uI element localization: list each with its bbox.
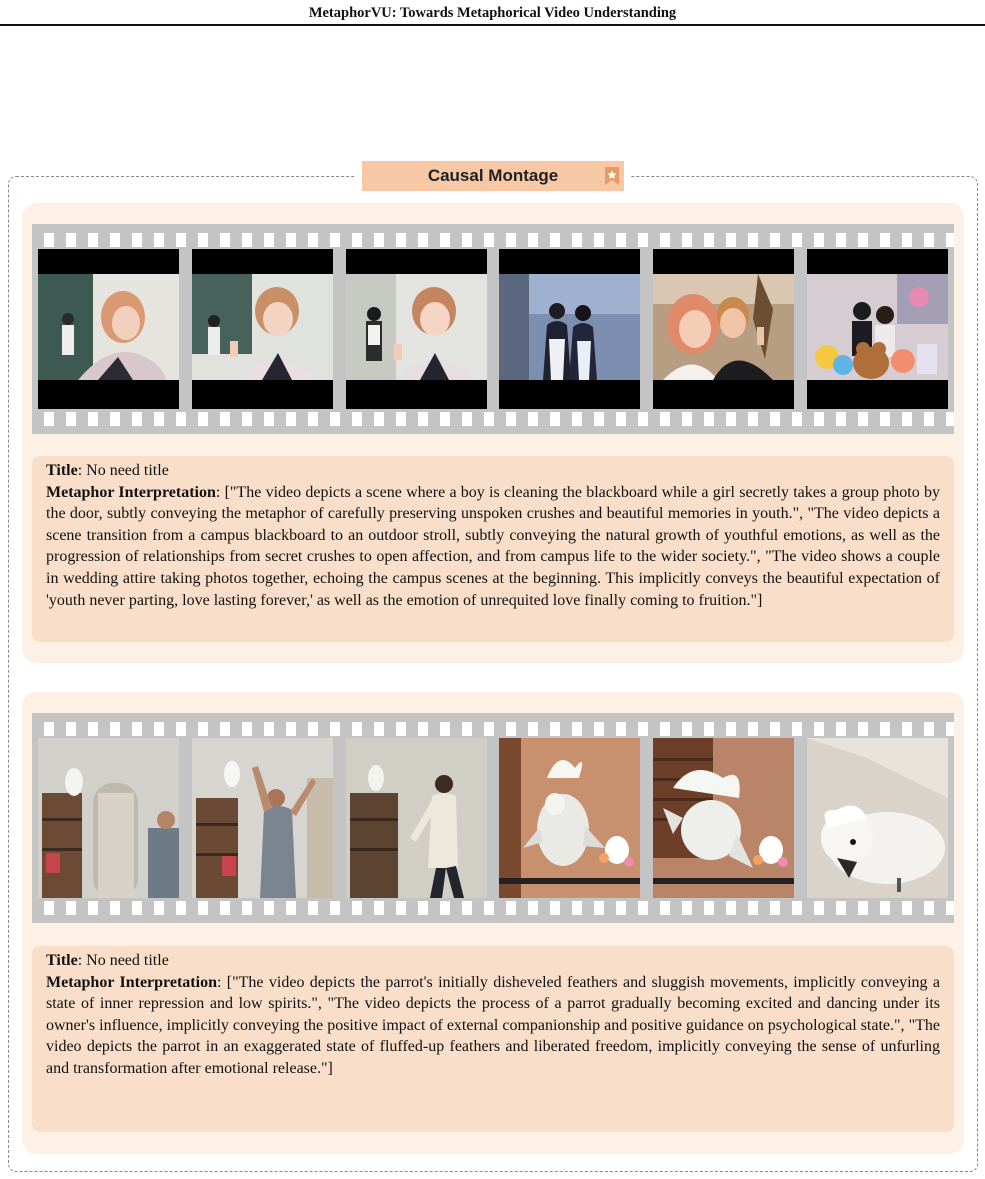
running-head: MetaphorVU: Towards Metaphorical Video Understanding (0, 0, 985, 26)
outdoor-stroll-frame (499, 249, 640, 409)
metaphor-label: Metaphor Interpretation (46, 483, 216, 501)
example-card-1 (22, 203, 964, 663)
metaphor-label: Metaphor Interpretation (46, 973, 217, 991)
film-perforation-top (32, 722, 954, 736)
couple-selfie-frame (653, 249, 794, 409)
filmstrip-2 (32, 713, 954, 923)
parrot-dancing-frame (499, 738, 640, 898)
example-text-2 (32, 946, 954, 1132)
owner-dancing-frame (192, 738, 333, 898)
bookmark-star-icon (602, 166, 622, 186)
classroom-peace-sign-frame (346, 249, 487, 409)
film-perforation-top (32, 233, 954, 247)
metaphor-text: : ["The video depicts the parrot's initially disheveled feathers and sluggish movements, implicitly conveying a state of inner repression and low spirits.", "The video depicts the process of a parrot gradually becoming excited and dancing under its owner's influence, implicitly conveying the positive impact of external companionship and positive guidance on psychological state.", "The video depicts the parrot in an exaggerated state of fluffed-up feathers and liberated freedom, implicitly conveying the sense of unfurling and transformation after emotional release."] (46, 973, 941, 1077)
section-label-text: Causal Montage (427, 166, 559, 185)
title-value: : No need title (77, 952, 169, 969)
classroom-selfie-frame (192, 249, 333, 409)
metaphor-text: : ["The video depicts a scene where a boy is cleaning the blackboard while a girl secretly takes a group photo by the door, subtly conveying the metaphor of carefully preserving unspoken crushes and beautiful memories in youth.", "The video depicts a scene transition from a campus blackboard to an outdoor stroll, subtly conveying the natural growth of youthful emotions, as well as the progression of relationships from secret crushes to open affection, and from campus life to the wider society.", "The video shows a couple in wedding attire taking photos together, echoing the campus scenes at the beginning. This implicitly conveys the beautiful expectation of 'youth never parting, love lasting forever,' as well as the emotion of unrequited love finally coming to fruition."] (46, 483, 941, 609)
section-label (362, 161, 624, 191)
owner-jacket-dance-frame (346, 738, 487, 898)
example-card-2 (22, 692, 964, 1154)
parrot-fluffed-frame (653, 738, 794, 898)
example-text-1 (32, 456, 954, 642)
title-label: Title (46, 462, 78, 479)
title-value: : No need title (77, 462, 169, 479)
parrot-closeup-frame (807, 738, 948, 898)
couple-with-toys-frame (807, 249, 948, 409)
classroom-girl-frame (38, 249, 179, 409)
filmstrip-1 (32, 224, 954, 434)
film-perforation-bottom (32, 901, 954, 915)
film-perforation-bottom (32, 412, 954, 426)
parrot-on-shelf-frame (38, 738, 179, 898)
title-label: Title (46, 952, 78, 969)
